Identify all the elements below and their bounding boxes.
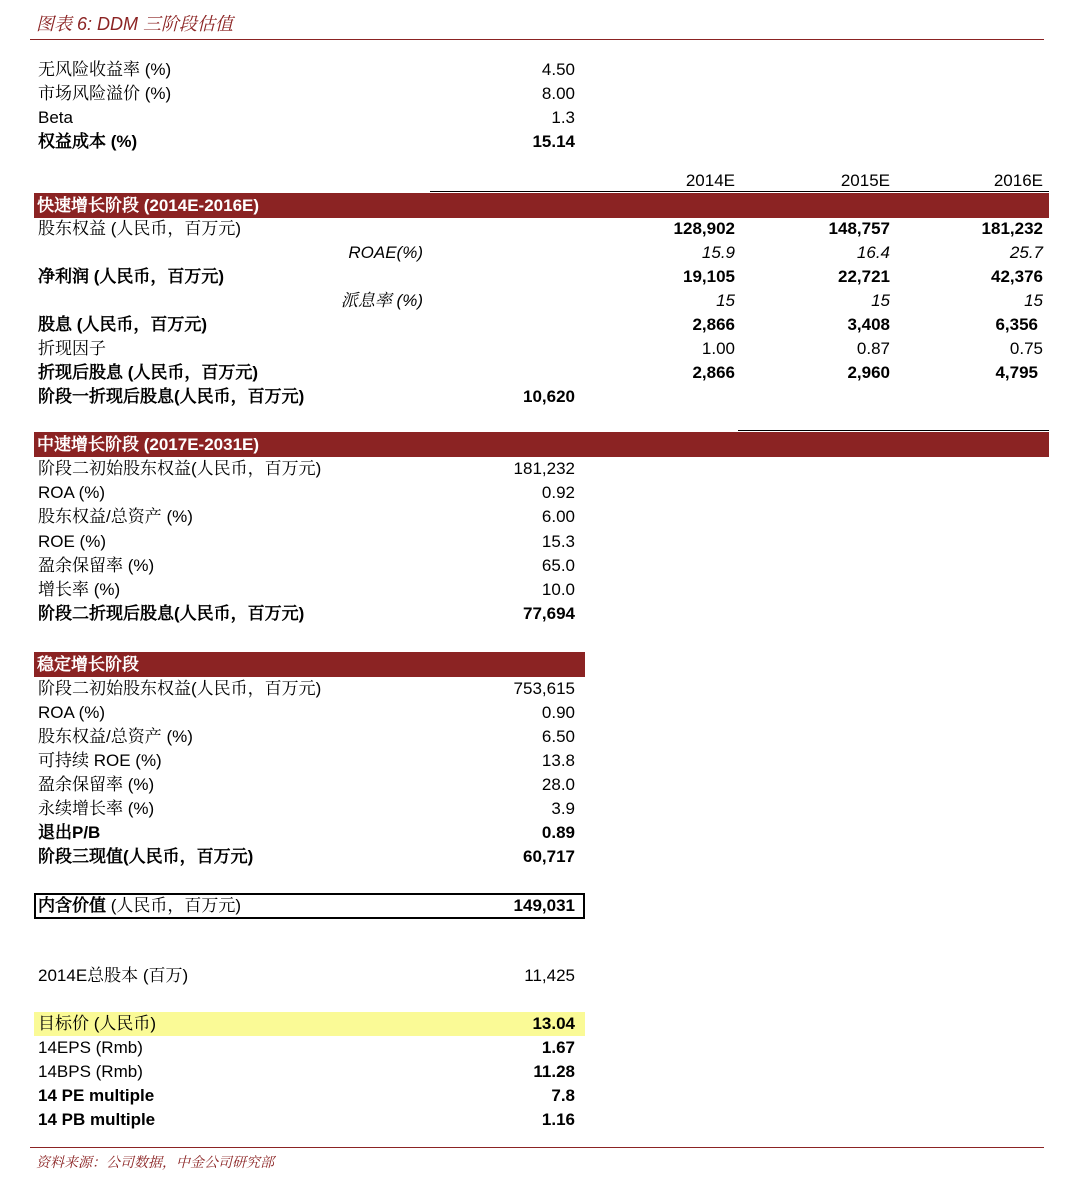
target-price-value: 13.04 [532,1014,575,1033]
stage2-row-label: 阶段二初始股东权益(人民币，百万元) [38,459,322,478]
stage2-row-label: ROA (%) [38,483,106,502]
pb-multiple-value: 1.16 [541,1110,575,1129]
stage2-header: 中速增长阶段 (2017E-2031E) [34,432,1049,457]
stage2-row-label: 增长率 (%) [38,580,121,599]
stage3-row-label: 永续增长率 (%) [38,799,155,818]
stage3-row-value: 3.9 [551,799,575,818]
stage1-row-label: 派息率 (%) [340,291,423,310]
stage2-row-label: 盈余保留率 (%) [38,556,155,575]
stage3-row-label: 退出P/B [38,823,101,842]
stage3-row-label: 可持续 ROE (%) [38,751,162,770]
stage1-cell: 15 [871,291,890,310]
stage1-row-label: 股东权益 (人民币，百万元) [38,219,242,238]
stage1-cell: 2,960 [847,363,890,382]
stage2-row-value: 65.0 [541,556,575,575]
stage1-cell: 0.87 [856,339,890,358]
cost-of-equity-value: 15.14 [532,132,575,151]
pe-multiple-value: 7.8 [551,1086,575,1105]
stage3-row-label: ROA (%) [38,703,106,722]
stage1-cell: 3,408 [847,315,890,334]
stage1-row-label: ROAE(%) [348,243,423,262]
stage2-row-value: 6.00 [541,507,575,526]
intrinsic-value-label-bold: 内含价值 [38,896,106,915]
stage3-row-label: 阶段二初始股东权益(人民币，百万元) [38,679,322,698]
stage3-total-value: 60,717 [523,847,575,866]
bps-label: 14BPS (Rmb) [38,1062,143,1081]
stage1-row-label: 股息 (人民币，百万元) [38,315,208,334]
market-risk-premium-label: 市场风险溢价 (%) [38,84,172,103]
stage3-row-label: 股东权益/总资产 (%) [38,727,193,746]
stage1-cell: 148,757 [828,219,890,238]
stage3-row-value: 13.8 [541,751,575,770]
stage1-cell: 25.7 [1009,243,1043,262]
stage2-row-value: 0.92 [541,483,575,502]
beta-value: 1.3 [551,108,575,127]
stage2-row-label: ROE (%) [38,532,106,551]
year-header-2014: 2014E [685,171,735,190]
stage1-total-value: 10,620 [523,387,575,406]
stage2-row-value: 15.3 [541,532,575,551]
stage1-cell: 15.9 [701,243,735,262]
bps-value: 11.28 [533,1062,575,1081]
stage1-cell: 128,902 [673,219,735,238]
intrinsic-value-label-unit: (人民币，百万元) [106,896,242,915]
year-header-rule [430,191,1049,192]
stage2-header-rule [738,430,1049,431]
figure-title: 图表 6: DDM 三阶段估值 [36,14,234,34]
pb-multiple-label: 14 PB multiple [38,1110,156,1129]
stage1-cell: 42,376 [991,267,1043,286]
title-divider [30,39,1044,40]
stage1-cell: 4,795 [995,363,1038,382]
stage2-row-value: 181,232 [513,459,575,478]
stage3-row-value: 0.90 [541,703,575,722]
stage1-cell: 15 [716,291,735,310]
stage1-row-label: 折现后股息 (人民币，百万元) [38,363,259,382]
market-risk-premium-value: 8.00 [541,84,575,103]
stage2-total-value: 77,694 [523,604,575,623]
pe-multiple-label: 14 PE multiple [38,1086,155,1105]
stage1-cell: 6,356 [995,315,1038,334]
stage2-row-value: 10.0 [541,580,575,599]
stage1-row-label: 净利润 (人民币，百万元) [38,267,225,286]
year-header-2015: 2015E [840,171,890,190]
source-note: 资料来源：公司数据，中金公司研究部 [36,1154,274,1170]
year-header-2016: 2016E [993,171,1043,190]
stage1-cell: 2,866 [692,363,735,382]
stage1-cell: 22,721 [838,267,890,286]
intrinsic-value: 149,031 [513,896,575,915]
eps-label: 14EPS (Rmb) [38,1038,143,1057]
stage1-cell: 16.4 [856,243,890,262]
stage1-row-label: 折现因子 [38,339,106,358]
stage1-header: 快速增长阶段 (2014E-2016E) [34,193,1049,218]
beta-label: Beta [38,108,73,127]
stage1-cell: 2,866 [692,315,735,334]
total-shares-label: 2014E总股本 (百万) [38,966,189,985]
stage3-row-value: 0.89 [541,823,575,842]
stage2-total-label: 阶段二折现后股息(人民币，百万元) [38,604,305,623]
stage1-cell: 1.00 [701,339,735,358]
stage1-cell: 19,105 [683,267,735,286]
stage3-row-value: 28.0 [541,775,575,794]
stage1-cell: 15 [1024,291,1043,310]
stage1-total-label: 阶段一折现后股息(人民币，百万元) [38,387,305,406]
stage2-row-label: 股东权益/总资产 (%) [38,507,193,526]
intrinsic-value-label [38,894,241,918]
target-price-label: 目标价 (人民币) [38,1014,157,1033]
stage1-cell: 0.75 [1009,339,1043,358]
risk-free-rate-value: 4.50 [541,60,575,79]
stage3-total-label: 阶段三现值(人民币，百万元) [38,847,254,866]
eps-value: 1.67 [541,1038,575,1057]
stage3-row-value: 753,615 [513,679,575,698]
risk-free-rate-label: 无风险收益率 (%) [38,60,172,79]
stage3-header: 稳定增长阶段 [34,652,585,677]
cost-of-equity-label: 权益成本 (%) [38,132,138,151]
stage3-row-value: 6.50 [541,727,575,746]
footer-divider [30,1147,1044,1148]
stage3-row-label: 盈余保留率 (%) [38,775,155,794]
stage1-cell: 181,232 [981,219,1043,238]
total-shares-value: 11,425 [524,966,575,985]
